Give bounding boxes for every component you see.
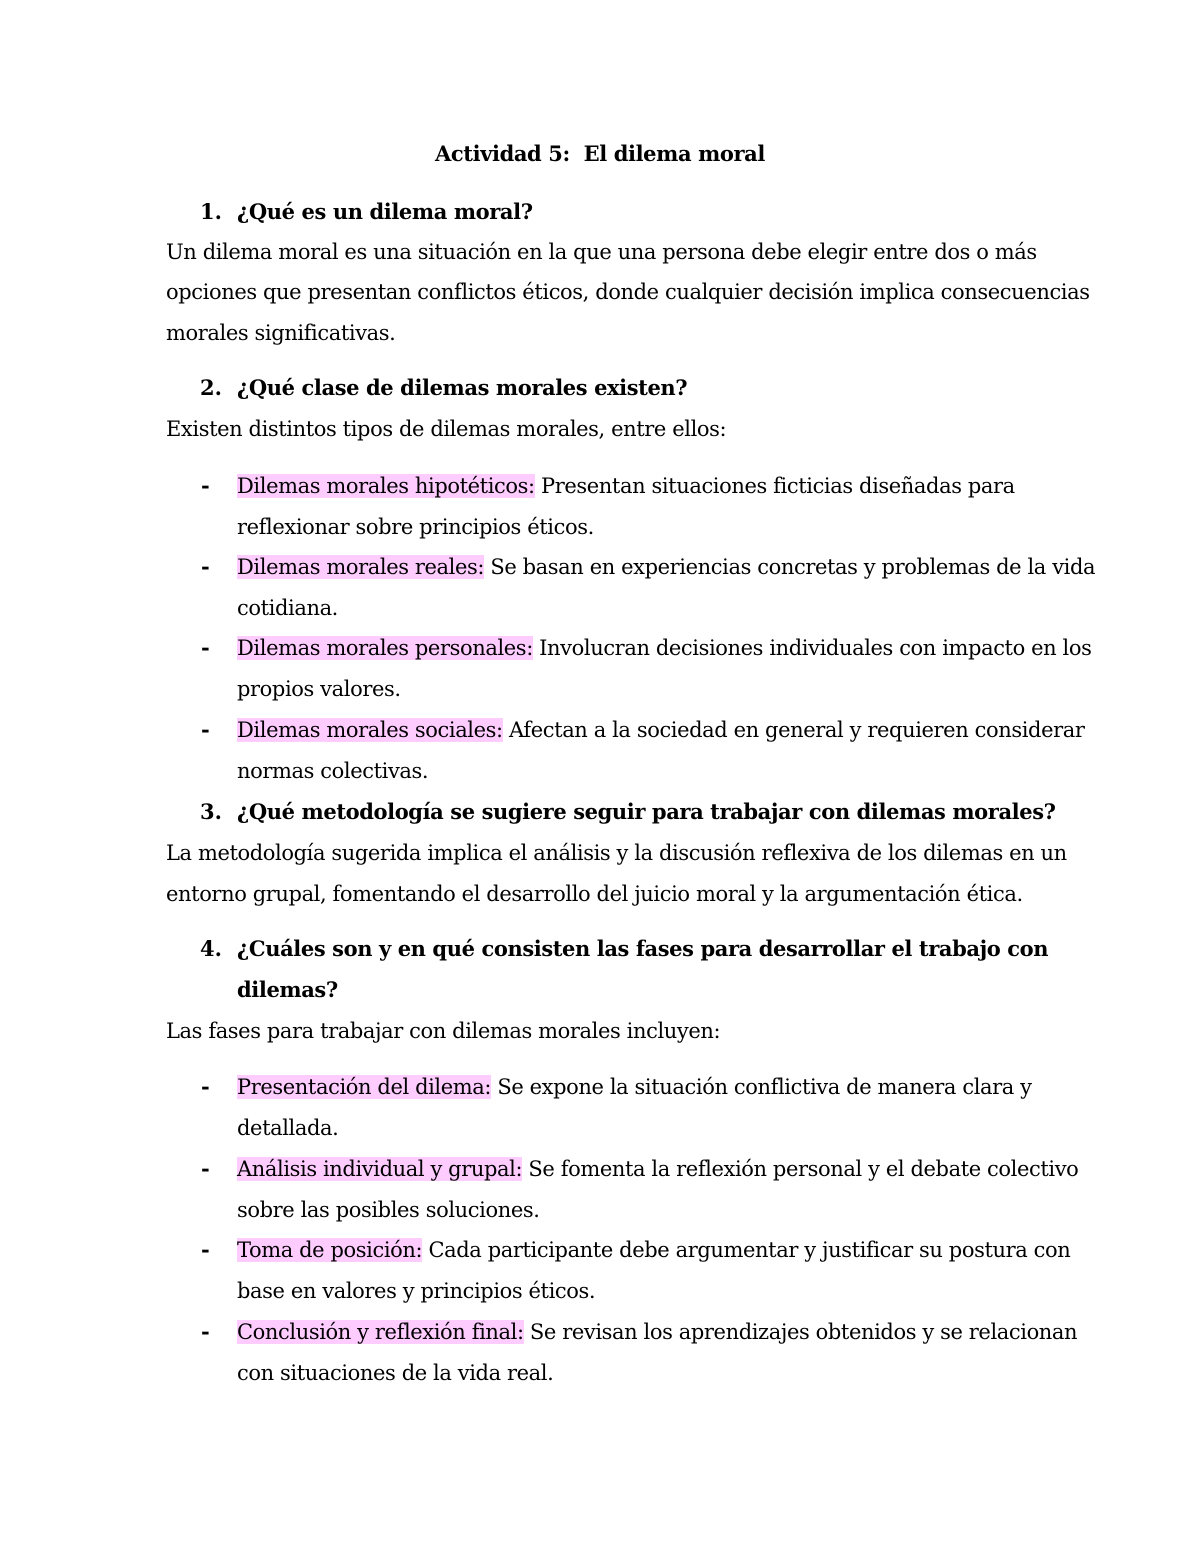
answer-3-line-1: La metodología sugerida implica el análisis y la discusión reflexiva de los dilemas en un xyxy=(166,841,1067,865)
question-2-number: 2. xyxy=(200,375,222,400)
list-item xyxy=(237,1154,1078,1184)
highlighted-term: Dilemas morales sociales: xyxy=(237,718,503,742)
bullet-dash: - xyxy=(201,1319,210,1344)
question-3-number: 3. xyxy=(200,799,222,824)
bullet-dash: - xyxy=(201,717,210,742)
bullet-dash: - xyxy=(201,1237,210,1262)
list-item xyxy=(237,552,1095,582)
highlighted-term: Conclusión y reflexión final: xyxy=(237,1320,524,1344)
list-item xyxy=(237,471,1015,501)
list-item-continuation: detallada. xyxy=(237,1116,339,1140)
highlighted-term: Dilemas morales personales: xyxy=(237,636,533,660)
question-1-number: 1. xyxy=(200,199,222,224)
highlighted-term: Dilemas morales reales: xyxy=(237,555,485,579)
answer-1-line-1: Un dilema moral es una situación en la que una persona debe elegir entre dos o más xyxy=(166,240,1037,264)
highlighted-term: Análisis individual y grupal: xyxy=(237,1157,523,1181)
list-item-continuation: base en valores y principios éticos. xyxy=(237,1279,596,1303)
item-description: Se expone la situación conflictiva de manera clara y xyxy=(491,1075,1032,1099)
item-description: Afectan a la sociedad en general y requieren considerar xyxy=(502,718,1085,742)
bullet-dash: - xyxy=(201,473,210,498)
item-description: Se basan en experiencias concretas y problemas de la vida xyxy=(484,555,1096,579)
question-1: ¿Qué es un dilema moral? xyxy=(237,199,533,224)
highlighted-term: Toma de posición: xyxy=(237,1238,423,1262)
item-description: Presentan situaciones ficticias diseñadas para xyxy=(534,474,1015,498)
highlighted-term: Presentación del dilema: xyxy=(237,1075,492,1099)
bullet-dash: - xyxy=(201,554,210,579)
highlighted-term: Dilemas morales hipotéticos: xyxy=(237,474,535,498)
question-4-line-1: ¿Cuáles son y en qué consisten las fases para desarrollar el trabajo con xyxy=(237,936,1049,961)
answer-1-line-3: morales significativas. xyxy=(166,321,396,345)
item-description: Involucran decisiones individuales con impacto en los xyxy=(532,636,1092,660)
list-item-continuation: con situaciones de la vida real. xyxy=(237,1361,554,1385)
bullet-dash: - xyxy=(201,1156,210,1181)
list-item xyxy=(237,715,1085,745)
item-description: Se fomenta la reflexión personal y el debate colectivo xyxy=(522,1157,1079,1181)
list-item-continuation: sobre las posibles soluciones. xyxy=(237,1198,540,1222)
answer-1-line-2: opciones que presentan conflictos éticos, donde cualquier decisión implica consecuencias xyxy=(166,280,1090,304)
list-item-continuation: propios valores. xyxy=(237,677,401,701)
question-4-number: 4. xyxy=(200,936,222,961)
list-item xyxy=(237,1235,1070,1265)
bullet-dash: - xyxy=(201,635,210,660)
answer-3-line-2: entorno grupal, fomentando el desarrollo del juicio moral y la argumentación ética. xyxy=(166,882,1023,906)
answer-2-intro: Existen distintos tipos de dilemas morales, entre ellos: xyxy=(166,417,727,441)
question-3: ¿Qué metodología se sugiere seguir para trabajar con dilemas morales? xyxy=(237,799,1056,824)
list-item xyxy=(237,633,1091,663)
list-item xyxy=(237,1317,1077,1347)
question-4-line-2: dilemas? xyxy=(237,977,338,1002)
list-item-continuation: normas colectivas. xyxy=(237,759,429,783)
bullet-dash: - xyxy=(201,1074,210,1099)
page-title: Actividad 5: El dilema moral xyxy=(435,141,765,166)
answer-4-intro: Las fases para trabajar con dilemas morales incluyen: xyxy=(166,1019,721,1043)
question-2: ¿Qué clase de dilemas morales existen? xyxy=(237,375,688,400)
item-description: Cada participante debe argumentar y justificar su postura con xyxy=(422,1238,1071,1262)
item-description: Se revisan los aprendizajes obtenidos y se relacionan xyxy=(523,1320,1078,1344)
list-item-continuation: reflexionar sobre principios éticos. xyxy=(237,515,594,539)
list-item-continuation: cotidiana. xyxy=(237,596,338,620)
list-item xyxy=(237,1072,1032,1102)
